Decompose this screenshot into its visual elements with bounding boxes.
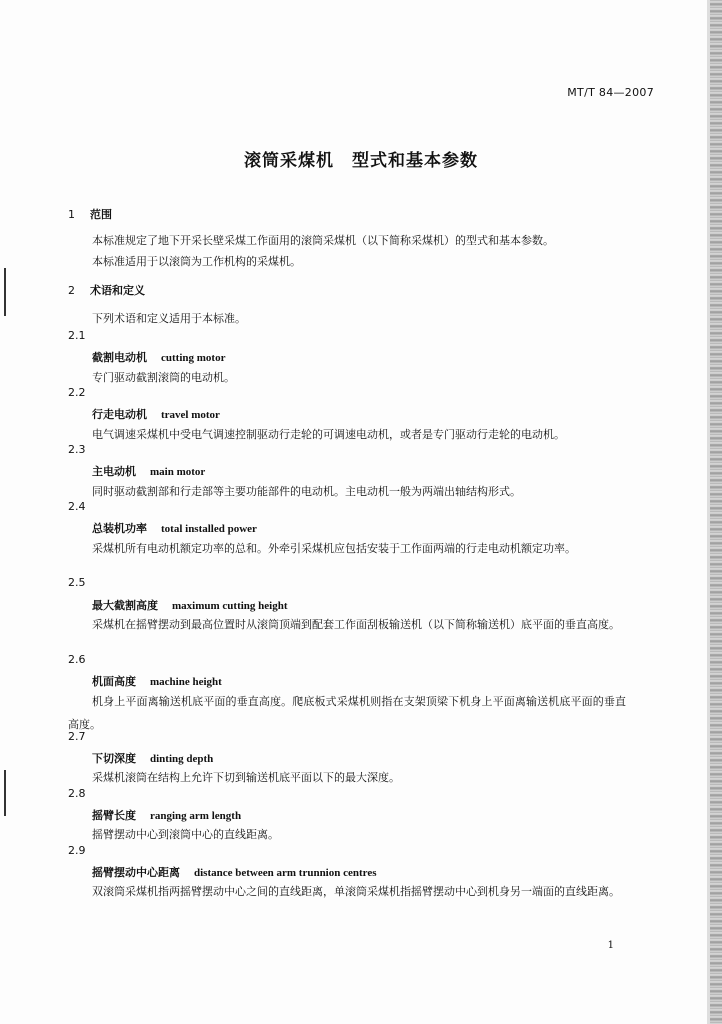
term-chinese: 最大截割高度 (92, 599, 158, 612)
term-chinese: 总装机功率 (92, 522, 147, 535)
term-english: distance between arm trunnion centres (194, 867, 377, 879)
term-chinese: 截割电动机 (92, 351, 147, 364)
term-title (92, 673, 222, 689)
term-title (92, 807, 241, 823)
page-number: 1 (607, 940, 614, 951)
section-heading-scope (68, 206, 112, 222)
section-number: 2 (68, 284, 75, 297)
term-definition: 机身上平面离输送机底平面的垂直高度。爬底板式采煤机则指在支架顶梁下机身上平面离输送机底平面的垂直高度。 (68, 695, 626, 731)
term-english: dinting depth (150, 753, 214, 765)
term-number: 2.5 (68, 576, 86, 589)
standard-code: MT/T 84—2007 (567, 86, 654, 99)
term-definition: 同时驱动截割部和行走部等主要功能部件的电动机。主电动机一般为两端出轴结构形式。 (92, 485, 521, 498)
term-number: 2.2 (68, 386, 86, 399)
term-english: machine height (150, 676, 222, 688)
term-english: main motor (150, 466, 206, 478)
term-english: travel motor (161, 409, 220, 421)
term-definition: 采煤机所有电动机额定功率的总和。外牵引采煤机应包括安装于工作面两端的行走电动机额定功率。 (92, 542, 576, 555)
scope-paragraph: 本标准适用于以滚筒为工作机构的采煤机。 (92, 255, 301, 268)
section-title: 范围 (90, 208, 112, 221)
term-english: maximum cutting height (172, 600, 288, 612)
term-number: 2.9 (68, 844, 86, 857)
term-chinese: 摇臂长度 (92, 809, 136, 822)
term-english: cutting motor (161, 352, 226, 364)
term-number: 2.6 (68, 653, 86, 666)
term-number: 2.1 (68, 329, 86, 342)
section-heading-terms (68, 282, 145, 298)
term-title (92, 864, 377, 880)
term-english: ranging arm length (150, 810, 242, 822)
term-title (92, 349, 225, 365)
term-definition: 电气调速采煤机中受电气调速控制驱动行走轮的可调速电动机，或者是专门驱动行走轮的电动机。 (92, 428, 565, 441)
term-number: 2.3 (68, 443, 86, 456)
terms-intro-paragraph: 下列术语和定义适用于本标准。 (92, 312, 246, 325)
scope-paragraph: 本标准规定了地下开采长壁采煤工作面用的滚筒采煤机（以下简称采煤机）的型式和基本参数。 (92, 234, 554, 247)
section-number: 1 (68, 208, 75, 221)
term-title (92, 520, 257, 536)
term-chinese: 主电动机 (92, 465, 136, 478)
term-number: 2.8 (68, 787, 86, 800)
document-title: 滚筒采煤机 型式和基本参数 (244, 151, 478, 171)
term-definition: 采煤机在摇臂摆动到最高位置时从滚筒顶端到配套工作面刮板输送机（以下简称输送机）底平面的垂直高度。 (92, 618, 620, 631)
term-english: total installed power (161, 523, 257, 535)
term-chinese: 行走电动机 (92, 408, 147, 421)
term-definition: 采煤机滚筒在结构上允许下切到输送机底平面以下的最大深度。 (92, 771, 400, 784)
section-title: 术语和定义 (90, 284, 145, 297)
scan-mark (4, 268, 6, 316)
term-title (92, 750, 213, 766)
term-definition: 双滚筒采煤机指两摇臂摆动中心之间的直线距离，单滚筒采煤机指摇臂摆动中心到机身另一端面的直线距离。 (92, 885, 620, 898)
term-definition: 专门驱动截割滚筒的电动机。 (92, 371, 235, 384)
term-number: 2.7 (68, 730, 86, 743)
term-definition: 摇臂摆动中心到滚筒中心的直线距离。 (92, 828, 279, 841)
term-chinese: 摇臂摆动中心距离 (92, 866, 180, 879)
term-chinese: 机面高度 (92, 675, 136, 688)
term-number: 2.4 (68, 500, 86, 513)
term-title (92, 463, 205, 479)
term-title (92, 406, 220, 422)
term-chinese: 下切深度 (92, 752, 136, 765)
scan-mark (4, 770, 6, 816)
term-title (92, 597, 288, 613)
